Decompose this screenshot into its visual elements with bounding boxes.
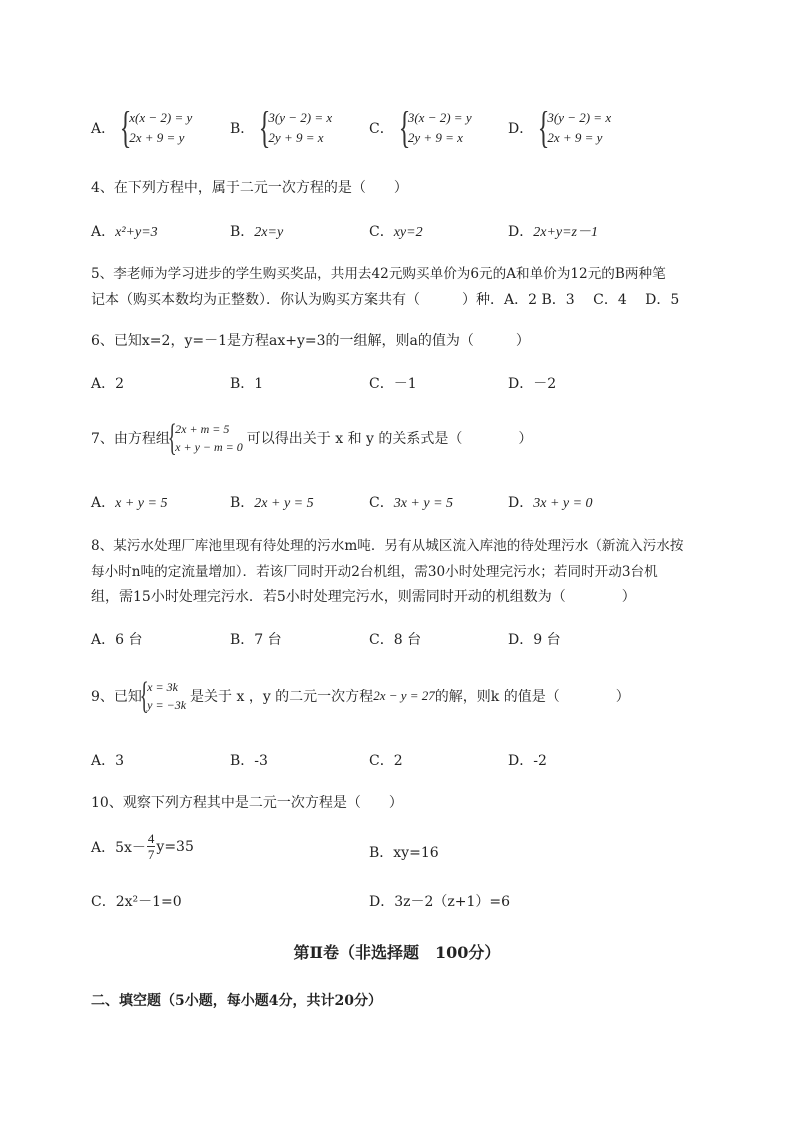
q3-option-c (369, 103, 472, 152)
equation-system (408, 108, 472, 148)
equation: x = 3k (147, 680, 178, 694)
equation: 3(y − 2) = x (547, 110, 612, 125)
q6-option-b: B．1 (230, 376, 264, 392)
system-brace: { (167, 417, 177, 459)
q4-option-c (369, 221, 423, 241)
fraction-denominator: 7 (147, 847, 155, 862)
system-brace: { (259, 103, 271, 152)
option-expression: x + y = 5 (115, 496, 168, 511)
q7-option-d (508, 492, 593, 512)
section-title: 第Ⅱ卷（非选择题 100分） (293, 943, 501, 962)
q4-option-b (230, 221, 283, 241)
equation: x(x − 2) = y (129, 110, 193, 125)
option-letter: C． (369, 121, 394, 137)
equation-system (175, 420, 243, 456)
q10-option-d: D．3z－2（z+1）=6 (369, 894, 511, 910)
option-prefix: A．5x－ (91, 839, 146, 856)
equation: 2y + 9 = x (268, 130, 324, 145)
option-letter: D． (508, 495, 534, 511)
system-brace: { (537, 103, 550, 152)
question-7-stem (91, 419, 532, 457)
stem-suffix: 可以得出关于 x 和 y 的关系式是（ ） (246, 431, 533, 447)
option-expression: 2x+y=z－1 (533, 225, 599, 240)
question-8-line-1: 8、某污水处理厂库池里现有待处理的污水m吨．另有从城区流入库池的待处理污水（新流入污水按 (91, 538, 684, 554)
question-4-stem: 4、在下列方程中，属于二元一次方程的是（ ） (91, 180, 408, 196)
q8-option-d: D．9 台 (508, 632, 561, 648)
stem-suffix: 的解，则k 的值是（ ） (434, 689, 630, 705)
stem-prefix: 9、已知 (91, 689, 142, 705)
equation: 3(x − 2) = y (407, 110, 472, 125)
q6-option-a: A．2 (91, 376, 125, 392)
option-expression: x²+y=3 (115, 225, 158, 240)
equation: 2x + m = 5 (175, 422, 230, 436)
fraction-numerator: 4 (147, 831, 155, 846)
option-letter: B． (230, 121, 255, 137)
equation-system (547, 108, 611, 148)
q4-option-a (91, 221, 158, 241)
question-5-line-1: 5、李老师为学习进步的学生购买奖品，共用去42元购买单价为6元的A和单价为12元的B两种笔 (91, 266, 666, 282)
equation: x + y − m = 0 (175, 440, 243, 454)
q10-option-b: B．xy=16 (369, 845, 439, 861)
q9-option-b: B．-3 (230, 753, 268, 769)
option-expression: 2x + y = 5 (254, 496, 314, 511)
option-letter: A． (91, 495, 116, 511)
option-expression: 3x + y = 5 (393, 496, 454, 511)
option-letter: B． (230, 495, 255, 511)
question-5-line-2: 记本（购买本数均为正整数）．你认为购买方案共有（ ）种．A．2 B．3 C．4 D．5 (91, 292, 680, 308)
q4-option-d (508, 221, 598, 241)
q6-option-c: C．－1 (369, 376, 417, 392)
system-brace: { (119, 103, 132, 152)
option-letter: D． (508, 224, 534, 240)
q6-option-d: D．－2 (508, 376, 557, 392)
stem-prefix: 7、由方程组 (91, 431, 170, 447)
fraction (147, 831, 156, 862)
question-6-stem: 6、已知x=2，y=－1是方程ax+y=3的一组解，则a的值为（ ） (91, 333, 530, 349)
q9-option-c: C．2 (369, 753, 403, 769)
stem-middle: 是关于 x ，y 的二元一次方程 (190, 689, 374, 705)
q7-option-c (369, 492, 453, 512)
option-expression: 2x=y (254, 225, 284, 240)
q10-option-c: C．2x²－1=0 (91, 894, 182, 910)
question-8-line-2: 每小时n吨的定流量增加）．若该厂同时开动2台机组，需30小时处理完污水；若同时开动3台机 (91, 564, 658, 580)
equation-system (147, 678, 186, 714)
equation: y = −3k (147, 698, 187, 712)
q7-option-b (230, 492, 314, 512)
q3-option-b (230, 103, 333, 152)
equation: 2y + 9 = x (407, 130, 463, 145)
q8-option-c: C．8 台 (369, 632, 422, 648)
option-letter: D． (508, 121, 534, 137)
equation: 2x + 9 = y (547, 130, 603, 145)
equation-system (268, 108, 332, 148)
question-8-line-3: 组，需15小时处理完污水．若5小时处理完污水，则需同时开动的机组数为（ ） (91, 589, 636, 605)
q3-option-d (508, 103, 612, 152)
q8-option-a: A．6 台 (91, 632, 143, 648)
q8-option-b: B．7 台 (230, 632, 282, 648)
q7-option-a (91, 492, 167, 512)
question-9-stem (91, 677, 630, 715)
option-suffix: y=35 (156, 838, 194, 855)
q10-option-a (91, 831, 194, 862)
q9-option-a: A．3 (91, 753, 125, 769)
option-expression: 3x + y = 0 (533, 496, 593, 511)
option-letter: A． (91, 224, 116, 240)
system-brace: { (139, 675, 149, 717)
system-brace: { (398, 103, 411, 152)
q3-option-a (91, 103, 193, 152)
stem-equation: 2x − y = 27 (373, 688, 435, 703)
equation: 2x + 9 = y (129, 130, 185, 145)
option-letter: A． (91, 121, 116, 137)
option-letter: C． (369, 495, 394, 511)
option-letter: C． (369, 224, 394, 240)
q9-option-d: D．-2 (508, 753, 547, 769)
option-expression: xy=2 (393, 225, 423, 240)
part-two-title: 二、填空题（5小题，每小题4分，共计20分） (91, 993, 382, 1009)
equation: 3(y − 2) = x (268, 110, 333, 125)
equation-system (129, 108, 192, 148)
option-letter: B． (230, 224, 255, 240)
question-10-stem: 10、观察下列方程其中是二元一次方程是（ ） (91, 795, 403, 811)
